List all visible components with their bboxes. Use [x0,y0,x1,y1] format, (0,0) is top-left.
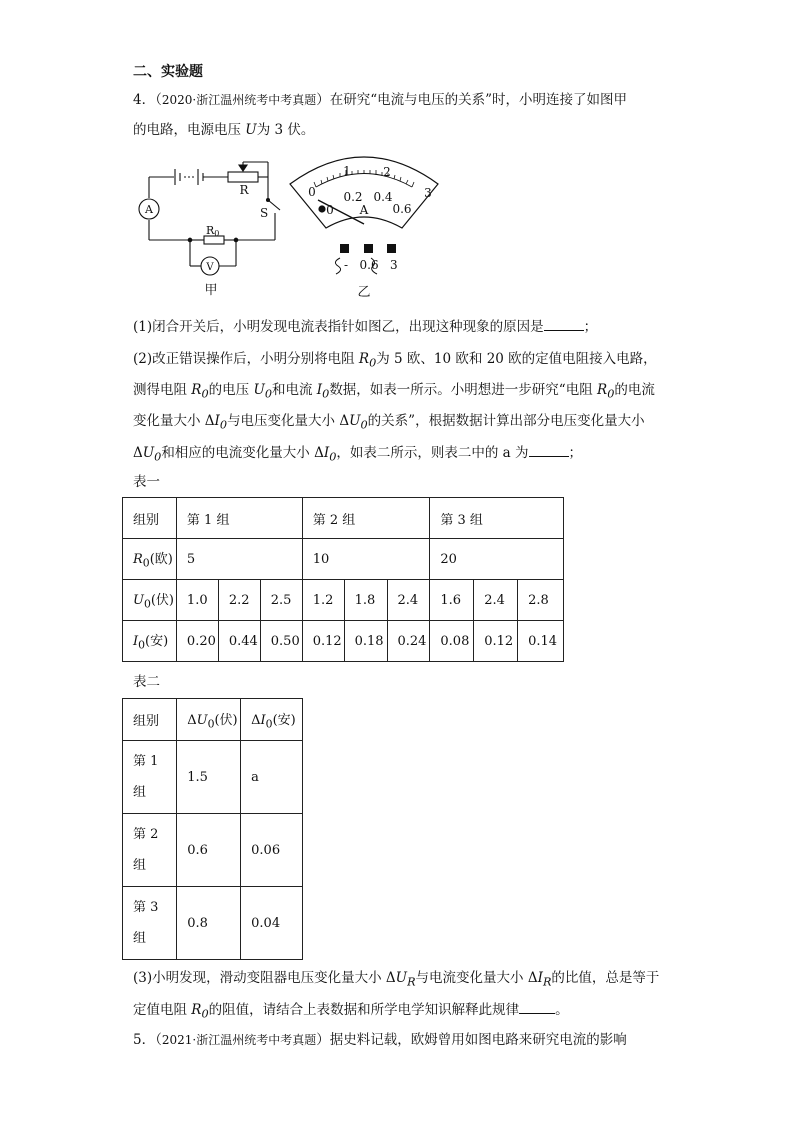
table-cell: 0.12 [302,621,344,662]
var-R0: $R_0$ [191,1002,209,1021]
table-cell [123,741,177,814]
table-cell: 0.08 [430,621,474,662]
var-I0: $I_0$ [323,445,337,464]
q4-text: ）在研究“电流与电压的关系”时，小明连接了如图甲 [316,92,628,108]
group-label: 组 [133,785,147,800]
q3-text: 的阻值，请结合上表数据和所学电学知识解释此规律 [208,1002,520,1018]
q2-text: Δ [133,445,143,461]
table-cell: 2.5 [260,580,302,621]
table-row [123,887,303,960]
table-cell: a [241,741,303,814]
terminal-labels: - 0.6 3 [344,258,398,272]
table-cell: 0.06 [241,814,303,887]
row-label-R0: $R_0$(欧) [123,539,177,580]
table-cell: 2.2 [218,580,260,621]
dial-bottom-tick-1: 0.2 [343,190,363,204]
q3-text: (3)小明发现，滑动变阻器电压变化量大小 Δ [133,970,396,986]
q3-text: 。 [555,1002,569,1018]
q2-text: (2)改正错误操作后，小明分别将电阻 [133,351,359,367]
dial-bottom-tick-3: 0.6 [392,202,412,216]
figure-label-yi: 乙 [357,285,371,300]
var-U0: $U_0$ [349,413,368,432]
q5-number: 5．（ [133,1032,162,1048]
sub-question-2-line-3 [133,411,645,436]
q2-text: 和电流 [272,382,317,398]
q2-text: ，如表二所示，则表二中的 a 为 [336,445,529,461]
sub-question-2-line-4 [133,442,582,468]
sub-question-3-line-2 [133,999,569,1025]
table-cell [123,814,177,887]
pointer-pivot [319,206,325,212]
table-cell: 1.8 [344,580,387,621]
group-label: 第 2 [133,827,159,842]
circuit-figure [0,0,794,310]
table-cell: 0.12 [474,621,518,662]
q1-end: ； [583,319,598,335]
table-cell: 0.44 [218,621,260,662]
table-cell: 1.5 [177,741,241,814]
q3-text: 定值电阻 [133,1002,192,1018]
q2-text: 的电流 [614,382,655,398]
table-row [123,621,564,662]
var-U0: $U_0$ [142,445,162,464]
q5-text: ）据史料记载，欧姆曾用如图电路来研究电流的影响 [316,1032,627,1048]
table-cell: 0.8 [177,887,241,960]
table-cell: 1.2 [302,580,344,621]
q4-text-2: 的电路，电源电压 [133,122,241,138]
table-cell: 20 [430,539,564,580]
var-I0: $I_0$ [316,382,330,401]
table-header-cell: 第 3 组 [430,498,564,539]
figure-label-jia: 甲 [204,283,218,298]
dial-bottom-tick-2: 0.4 [373,190,393,204]
rheostat-body [228,172,258,182]
table-cell: 0.50 [260,621,302,662]
dial-top-tick-0: 0 [308,185,316,199]
table-2-caption: 表二 [133,674,160,690]
dial-bottom-tick-0: 0 [326,203,334,217]
table-row [123,699,303,741]
var-IR: $I_R$ [537,970,552,989]
dial-top-tick-1: 1 [343,164,351,178]
var-R0: $R_0$ [358,351,377,370]
table-cell: 0.14 [518,621,564,662]
answer-blank-2[interactable] [529,442,569,457]
table-row [123,580,564,621]
table-header-cell: 组别 [123,699,177,741]
table-row [123,498,564,539]
q3-text: 的比值，总是等于 [551,970,660,986]
table-header-cell: $\Delta I_0$(安) [241,699,303,741]
table-cell: 5 [176,539,302,580]
resistor-label: R0 [206,224,220,238]
table-row [123,741,303,814]
q5-source: 2021·浙江温州统考中考真题 [161,1033,317,1047]
q2-text: 数据，如表一所示。小明想进一步研究“电阻 [329,382,598,398]
group-label: 组 [133,931,147,946]
table-row [123,539,564,580]
table-row [123,814,303,887]
row-label-U0: $U_0$(伏) [123,580,177,621]
data-table-2 [122,698,303,960]
table-header-cell: 组别 [123,498,177,539]
table-cell: 0.24 [387,621,430,662]
sub-question-1 [133,316,597,337]
answer-blank-3[interactable] [519,999,555,1014]
group-label: 第 3 [133,900,159,915]
q4-source: 2020·浙江温州统考中考真题 [161,93,317,107]
dial-ticks [314,170,414,187]
q2-text: ； [568,445,583,461]
table-cell: 0.04 [241,887,303,960]
table-cell: 1.0 [176,580,218,621]
data-table-1 [122,497,564,662]
sub-question-2-line-2 [133,380,655,405]
dial-top-tick-3: 3 [424,186,432,200]
table-cell: 0.18 [344,621,387,662]
var-R0: $R_0$ [191,382,209,401]
table-header-cell: $\Delta U_0$(伏) [177,699,241,741]
voltmeter-label: V [206,262,214,273]
ammeter-label: A [145,203,153,216]
section-title: 二、实验题 [133,64,203,80]
q2-text: 的关系”，根据数据计算出部分电压变化量大小 [367,413,645,429]
q2-text: 变化量大小 Δ [133,413,215,429]
group-label: 第 1 [133,754,159,769]
sub-question-2-line-1 [133,349,657,374]
switch-blade [268,200,280,210]
q2-text: 为 5 欧、10 欧和 20 欧的定值电阻接入电路， [376,351,657,367]
group-label: 组 [133,858,147,873]
sub-question-3-line-1 [133,968,659,993]
switch-label: S [260,206,269,220]
dial-unit: A [359,203,369,217]
table-cell: 2.4 [474,580,518,621]
answer-blank-1[interactable] [544,316,584,331]
table-cell: 2.4 [387,580,430,621]
var-UR: $U_R$ [395,970,416,989]
table-cell: 0.20 [176,621,218,662]
var-I0: $I_0$ [214,413,228,432]
q2-text: 与电压变化量大小 Δ [227,413,350,429]
var-U0: $U_0$ [253,382,272,401]
q2-text: 测得电阻 [133,382,192,398]
var-U: U [245,122,257,138]
table-1-caption: 表一 [133,474,160,490]
dial-top-tick-2: 2 [383,165,391,179]
q2-text: 和相应的电流变化量大小 Δ [161,445,324,461]
q3-text: 与电流变化量大小 Δ [415,970,538,986]
table-cell: 10 [302,539,430,580]
table-cell: 0.6 [177,814,241,887]
row-label-I0: $I_0$(安) [123,621,177,662]
q4-number: 4．（ [133,92,162,108]
question-5-line-1 [133,1030,627,1050]
dial-scale-arc [316,174,412,188]
wire-lead [335,258,340,274]
q2-text: 的电压 [208,382,254,398]
var-R0: $R_0$ [597,382,615,401]
table-cell [123,887,177,960]
circuit-diagram-jia [139,162,280,275]
table-cell: 2.8 [518,580,564,621]
rheostat-label: R [239,183,249,197]
table-header-cell: 第 1 组 [176,498,302,539]
q1-text: (1)闭合开关后，小明发现电流表指针如图乙，出现这种现象的原因是 [133,319,544,335]
table-header-cell: 第 2 组 [302,498,430,539]
table-cell: 1.6 [430,580,474,621]
q4-text-3: 为 3 伏。 [256,122,315,138]
